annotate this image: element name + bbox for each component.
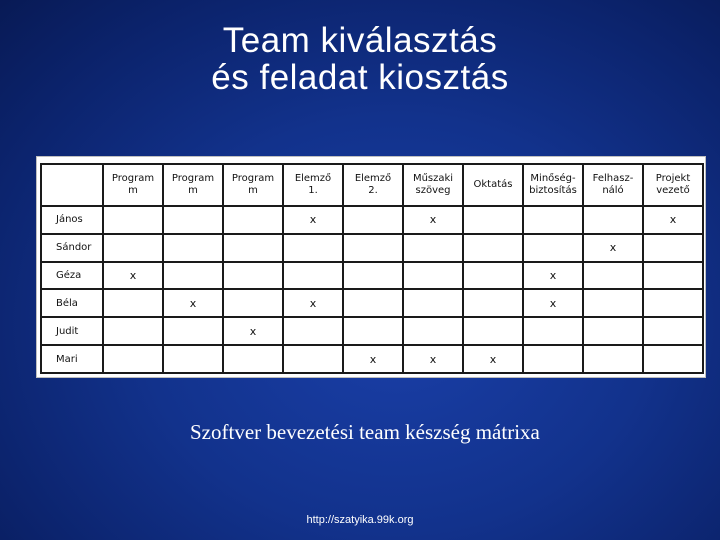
column-header-line: Program xyxy=(231,173,275,184)
matrix-cell: x xyxy=(283,289,343,317)
column-header-line: Projekt xyxy=(655,173,691,184)
column-header-line: Program xyxy=(111,173,155,184)
column-header xyxy=(103,164,163,206)
column-header xyxy=(223,164,283,206)
column-header-line: biztosítás xyxy=(529,185,577,196)
matrix-cell xyxy=(343,289,403,317)
table-row xyxy=(41,234,703,262)
column-header-line: 1. xyxy=(308,185,318,196)
matrix-cell xyxy=(103,289,163,317)
matrix-cell xyxy=(583,289,643,317)
matrix-cell xyxy=(103,206,163,234)
matrix-cell xyxy=(283,345,343,373)
column-header-line: Műszaki xyxy=(412,173,454,184)
column-header-line: náló xyxy=(602,185,624,196)
matrix-cell xyxy=(463,317,523,345)
matrix-cell xyxy=(403,317,463,345)
matrix-cell xyxy=(643,234,703,262)
matrix-cell xyxy=(643,289,703,317)
matrix-cell: x xyxy=(643,206,703,234)
matrix-cell xyxy=(163,317,223,345)
table-row xyxy=(41,345,703,373)
column-header-line: Felhasz- xyxy=(592,173,634,184)
column-header-line: Minőség- xyxy=(530,173,576,184)
column-header-line: Elemző xyxy=(294,173,332,184)
matrix-cell xyxy=(523,206,583,234)
table-header-row xyxy=(41,164,703,206)
column-header xyxy=(283,164,343,206)
matrix-cell xyxy=(223,234,283,262)
column-header xyxy=(643,164,703,206)
column-header-line: 2. xyxy=(368,185,378,196)
table-row xyxy=(41,289,703,317)
matrix-cell: x xyxy=(403,206,463,234)
column-header-line: m xyxy=(248,185,258,196)
matrix-cell: x xyxy=(343,345,403,373)
matrix-cell: x xyxy=(403,345,463,373)
matrix-cell xyxy=(643,345,703,373)
column-header-line: m xyxy=(188,185,198,196)
matrix-cell: x xyxy=(223,317,283,345)
row-name-cell: János xyxy=(41,206,103,234)
matrix-cell xyxy=(523,317,583,345)
matrix-cell xyxy=(403,262,463,290)
table-corner-cell xyxy=(41,164,103,206)
matrix-cell: x xyxy=(283,206,343,234)
matrix-cell xyxy=(223,262,283,290)
column-header xyxy=(463,164,523,206)
slide-title-line-1: Team kiválasztás xyxy=(222,21,498,60)
column-header-line: szöveg xyxy=(415,185,451,196)
table-body xyxy=(41,206,703,373)
matrix-cell xyxy=(103,345,163,373)
matrix-cell xyxy=(463,206,523,234)
matrix-cell xyxy=(583,345,643,373)
row-name-cell: Géza xyxy=(41,262,103,290)
column-header-line: Program xyxy=(171,173,215,184)
matrix-cell xyxy=(643,317,703,345)
matrix-cell xyxy=(403,289,463,317)
matrix-cell xyxy=(463,262,523,290)
matrix-cell xyxy=(283,262,343,290)
row-name-cell: Mari xyxy=(41,345,103,373)
matrix-cell xyxy=(463,289,523,317)
matrix-cell xyxy=(643,262,703,290)
matrix-cell xyxy=(163,234,223,262)
slide-title-line-2: és feladat kiosztás xyxy=(211,58,509,97)
row-name-cell: Judit xyxy=(41,317,103,345)
matrix-cell xyxy=(283,317,343,345)
matrix-cell xyxy=(463,234,523,262)
matrix-cell xyxy=(163,345,223,373)
column-header xyxy=(343,164,403,206)
column-header-line: m xyxy=(128,185,138,196)
matrix-caption: Szoftver bevezetési team készség mátrixa xyxy=(190,420,540,444)
column-header xyxy=(523,164,583,206)
footer-url[interactable]: http://szatyika.99k.org xyxy=(306,514,414,526)
matrix-cell: x xyxy=(523,289,583,317)
column-header xyxy=(403,164,463,206)
matrix-cell xyxy=(223,289,283,317)
column-header xyxy=(163,164,223,206)
matrix-cell xyxy=(583,206,643,234)
column-header-line: Elemző xyxy=(354,173,392,184)
matrix-cell xyxy=(163,262,223,290)
matrix-cell xyxy=(523,234,583,262)
matrix-cell xyxy=(223,345,283,373)
row-name-cell: Sándor xyxy=(41,234,103,262)
matrix-cell xyxy=(583,317,643,345)
matrix-cell: x xyxy=(163,289,223,317)
matrix-cell xyxy=(583,262,643,290)
column-header xyxy=(583,164,643,206)
matrix-cell xyxy=(283,234,343,262)
skill-matrix-image xyxy=(36,156,706,378)
matrix-cell xyxy=(523,345,583,373)
matrix-cell xyxy=(343,234,403,262)
column-header-line: Oktatás xyxy=(473,179,513,190)
matrix-cell xyxy=(103,234,163,262)
table-row xyxy=(41,317,703,345)
matrix-cell xyxy=(223,206,283,234)
slide-title xyxy=(0,22,720,96)
matrix-cell: x xyxy=(103,262,163,290)
matrix-cell xyxy=(403,234,463,262)
column-header-line: vezető xyxy=(656,185,690,196)
table-row xyxy=(41,206,703,234)
matrix-cell xyxy=(163,206,223,234)
matrix-cell xyxy=(103,317,163,345)
row-name-cell: Béla xyxy=(41,289,103,317)
matrix-cell xyxy=(343,206,403,234)
matrix-cell: x xyxy=(523,262,583,290)
matrix-cell: x xyxy=(463,345,523,373)
skill-matrix-table xyxy=(40,163,704,374)
table-row xyxy=(41,262,703,290)
matrix-cell xyxy=(343,317,403,345)
matrix-cell xyxy=(343,262,403,290)
matrix-cell: x xyxy=(583,234,643,262)
